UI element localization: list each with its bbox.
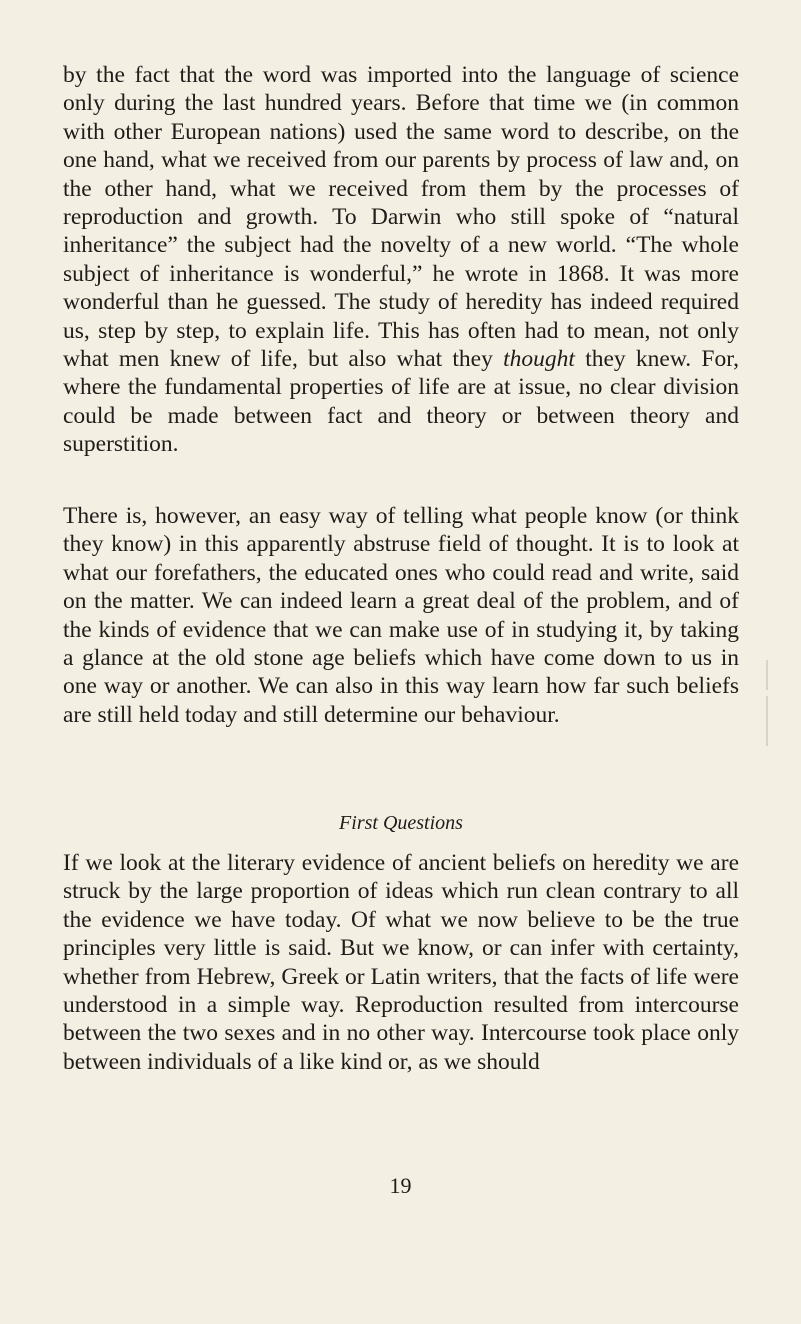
paragraph-second: There is, however, an easy way of telling what people know (or think they know) in this apparently abstruse field of thought. It is to look at what our forefathers, the educated ones who could read and write, said on the matter. We can indeed learn a great deal of the problem, and of the kinds of evidence that we can make use of in studying it, by taking a glance at the old stone age beliefs which have come down to us in one way or another. We can also in this way learn how far such beliefs are still held today and still determine our behaviour. [63, 503, 739, 728]
paragraph-opening [63, 61, 739, 459]
section-heading: First Questions [339, 812, 463, 834]
emphasis-word: thought [503, 346, 575, 373]
margin-mark-bottom [766, 696, 768, 746]
paragraph-third: If we look at the literary evidence of ancient beliefs on heredity we are struck by the large proportion of ideas which run clean contrary to all the evidence we have today. Of what we now believe to be the true principles very little is said. But we know, or can infer with certainty, whether from Hebrew, Greek or Latin writers, that the facts of life were understood in a simple way. Reproduction resulted from intercourse between the two sexes and in no other way. Intercourse took place only between individuals of a like kind or, as we should [63, 850, 739, 1075]
page-number: 19 [389, 1173, 412, 1198]
paragraph-opening-text-end: they knew. For, where the fundamental properties of life are at issue, no clear division could be made between fact and theory or between theory and superstition. [63, 346, 739, 458]
margin-mark-top [766, 660, 768, 690]
paragraph-opening-text-start: by the fact that the word was imported into the language of science only during the last hundred years. Before that time we (in common with other European nations) used the same word to describe, on the one hand, what we received from our parents by process of law and, on the other hand, what we received from them by the processes of reproduction and growth. To Darwin who still spoke of “natural inheritance” the subject had the novelty of a new world. “The whole subject of inheritance is wonderful,” he wrote in 1868. It was more wonderful than he guessed. The study of heredity has indeed required us, step by step, to explain life. This has often had to mean, not only what men knew of life, but also what they [63, 62, 739, 373]
